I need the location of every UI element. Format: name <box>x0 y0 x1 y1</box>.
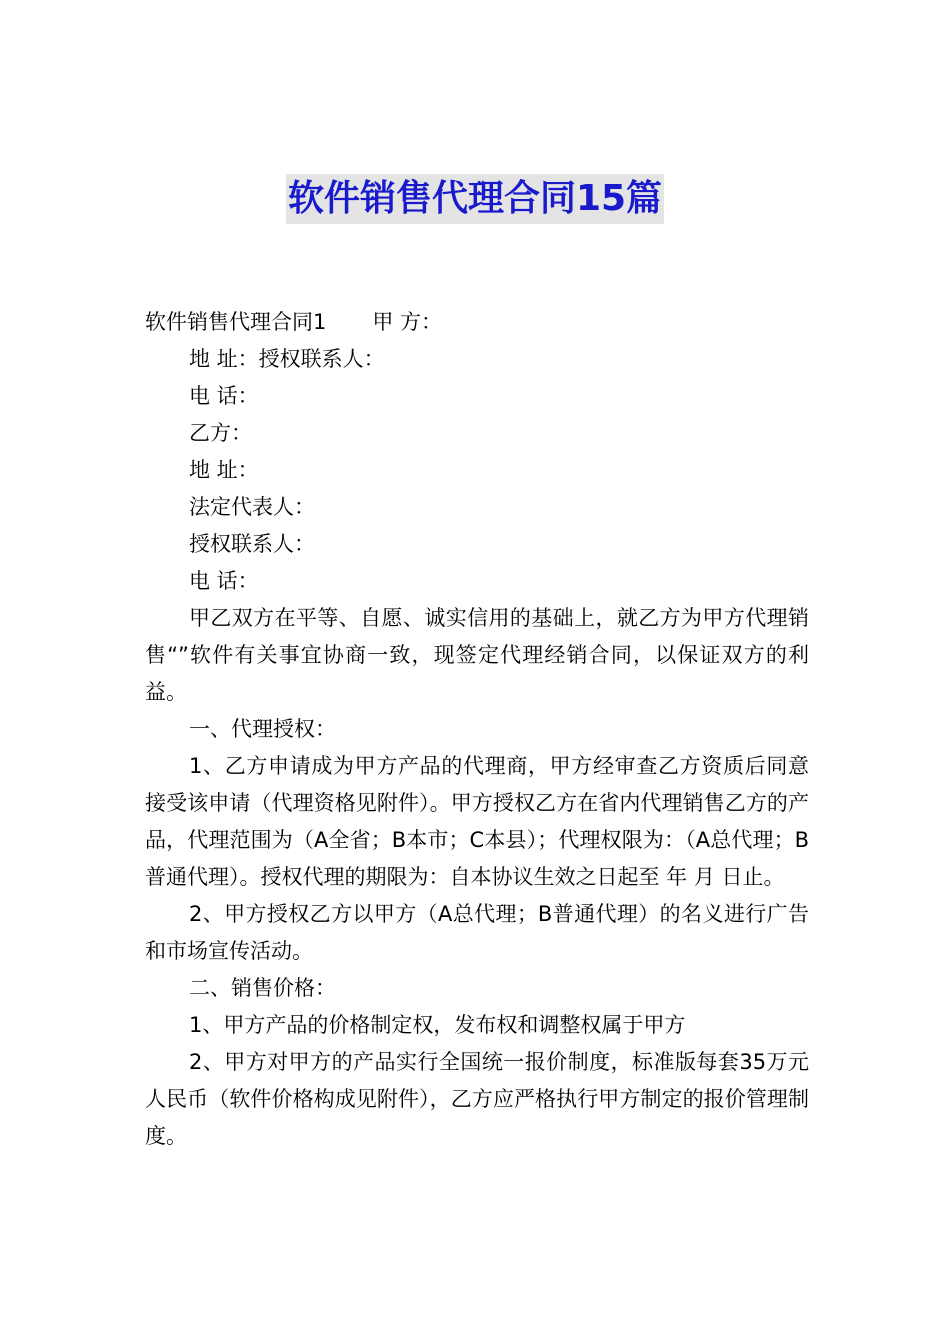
section-heading-authorization: 一、代理授权： <box>189 717 336 741</box>
party-a-address-line: 地 址：授权联系人： <box>189 347 385 371</box>
document-title: 软件销售代理合同15篇 <box>286 174 664 224</box>
pricing-clause-1: 1、甲方产品的价格制定权，发布权和调整权属于甲方 <box>189 1013 686 1037</box>
party-b-legal-rep-line: 法定代表人： <box>189 495 315 519</box>
authorization-clause-2: 2、甲方授权乙方以甲方（A总代理；B普通代理）的名义进行广告和市场宣传活动。 <box>145 902 809 963</box>
first-line <box>145 304 809 341</box>
authorization-clause-1: 1、乙方申请成为甲方产品的代理商，甲方经审查乙方资质后同意接受该申请（代理资格见附件）。甲方授权乙方在省内代理销售乙方的产品，代理范围为（A全省；B本市；C本县）；代理权限为：（A总代理；B普通代理）。授权代理的期限为：自本协议生效之日起至 年 月 日止。 <box>145 754 809 889</box>
party-a-phone-line: 电 话： <box>189 384 259 408</box>
document-body <box>145 304 809 1155</box>
party-a-label: 甲 方： <box>372 310 443 334</box>
party-b-phone-line: 电 话： <box>189 569 259 593</box>
party-b-address-line: 地 址： <box>189 458 259 482</box>
party-b-label: 乙方： <box>189 421 252 445</box>
contract-heading: 软件销售代理合同1 <box>145 310 327 334</box>
preamble-paragraph: 甲乙双方在平等、自愿、诚实信用的基础上，就乙方为甲方代理销售“”软件有关事宜协商一致，现签定代理经销合同，以保证双方的利益。 <box>145 606 809 704</box>
title-container <box>0 174 950 224</box>
pricing-clause-2: 2、甲方对甲方的产品实行全国统一报价制度，标准版每套35万元人民币（软件价格构成见附件），乙方应严格执行甲方制定的报价管理制度。 <box>145 1050 809 1148</box>
section-heading-pricing: 二、销售价格： <box>189 976 336 1000</box>
party-b-contact-line: 授权联系人： <box>189 532 315 556</box>
